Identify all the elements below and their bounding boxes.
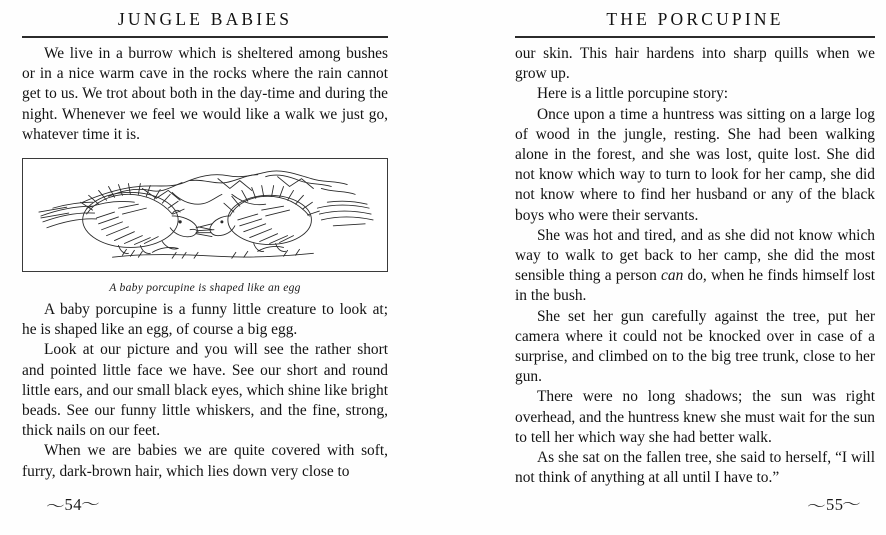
paragraph: We live in a burrow which is sheltered among bushes or in a nice warm cave in the rocks where the rain cannot get to us. We trot about both in the day-time and during the night. Whenever we feel we would like a walk we just go, whatever time it is. (22, 45, 388, 143)
right-page-body (515, 44, 875, 488)
right-page (450, 0, 886, 535)
paragraph: A baby porcupine is a funny little creature to look at; he is shaped like an egg, of course a big egg. (22, 301, 388, 339)
paragraph: There were no long shadows; the sun was right overhead, and the huntress knew she must wait for the sun to tell her which way she had better walk. (515, 388, 875, 446)
paragraph: When we are babies we are quite covered with soft, furry, dark-brown hair, which lies down very close to (22, 442, 388, 480)
paragraph: She was hot and tired, and as she did not know which way to walk to get back to her camp, she did the most sensible thing a person can do, when he finds himself lost in the bush. (515, 226, 875, 305)
porcupine-illustration-icon (23, 159, 387, 271)
folio-number: 55 (825, 495, 844, 514)
running-head-right: THE PORCUPINE (606, 9, 784, 29)
folio-right (809, 494, 860, 515)
folio-swash-right: 〜 (81, 497, 101, 513)
header-rule-left (22, 36, 388, 38)
paragraph: Look at our picture and you will see the rather short and pointed little face we have. See our short and round little ears, and our small black eyes, which shine like bright beads. See our funny little whiskers, and the fine, strong, thick nails on our feet. (22, 341, 388, 440)
folio-left (48, 494, 99, 515)
folio-swash-left: 〜 (807, 499, 827, 515)
folio-swash-left: 〜 (46, 499, 66, 515)
paragraph: our skin. This hair hardens into sharp quills when we grow up. (515, 45, 875, 83)
left-page-body-lower (22, 300, 388, 482)
header-rule-right (515, 36, 875, 38)
running-head-left: JUNGLE BABIES (117, 9, 293, 29)
figure-frame (22, 158, 388, 272)
paragraph: Once upon a time a huntress was sitting on a large log of wood in the jungle, resting. She had been walking alone in the forest, and she was lost, quite lost. She did not know which way to turn to look for her camp, she did not know where to find her husband or any of the black boys who were their servants. (515, 105, 875, 224)
figure-porcupines (22, 158, 388, 294)
paragraph: As she sat on the fallen tree, she said to herself, “I will not think of anything at all until I have to.” (515, 449, 875, 487)
paragraph: She set her gun carefully against the tree, put her camera where it could not be knocked over in case of a surprise, and climbed on to the big tree trunk, close to her gun. (515, 307, 875, 386)
figure-caption: A baby porcupine is shaped like an egg (109, 281, 301, 294)
paragraph: Here is a little porcupine story: (537, 85, 729, 103)
emphasized-word: can (661, 267, 684, 285)
folio-number: 54 (64, 495, 83, 514)
left-page-body-upper (22, 44, 388, 145)
folio-swash-right: 〜 (842, 497, 862, 513)
